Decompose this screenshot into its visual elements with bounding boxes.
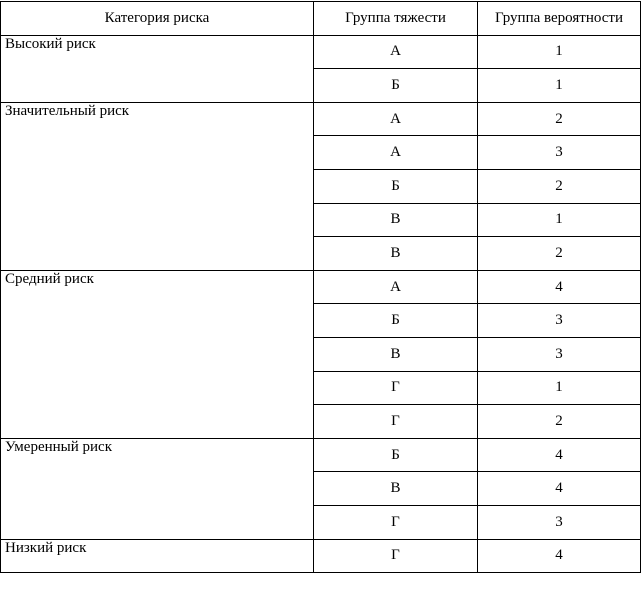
probability-group-cell: 2 (478, 237, 641, 271)
probability-group-cell: 3 (478, 505, 641, 539)
table-row (1, 438, 641, 472)
probability-group-cell: 2 (478, 102, 641, 136)
severity-group-cell: А (314, 102, 478, 136)
risk-category-cell: Высокий риск (1, 35, 314, 102)
probability-group-cell: 1 (478, 69, 641, 103)
table-row (1, 539, 641, 573)
severity-group-cell: В (314, 337, 478, 371)
risk-category-cell: Средний риск (1, 270, 314, 438)
probability-group-cell: 2 (478, 169, 641, 203)
severity-group-cell: Г (314, 539, 478, 573)
table-row (1, 35, 641, 69)
probability-group-cell: 4 (478, 438, 641, 472)
header-risk-category: Категория риска (1, 2, 314, 36)
probability-group-cell: 2 (478, 405, 641, 439)
probability-group-cell: 3 (478, 304, 641, 338)
risk-category-cell: Значительный риск (1, 102, 314, 270)
table-header-row (1, 2, 641, 36)
probability-group-cell: 4 (478, 539, 641, 573)
header-probability-group: Группа вероятности (478, 2, 641, 36)
severity-group-cell: Г (314, 371, 478, 405)
severity-group-cell: Г (314, 505, 478, 539)
severity-group-cell: В (314, 472, 478, 506)
severity-group-cell: Б (314, 69, 478, 103)
probability-group-cell: 3 (478, 136, 641, 170)
table-body (1, 35, 641, 573)
severity-group-cell: Г (314, 405, 478, 439)
severity-group-cell: В (314, 237, 478, 271)
severity-group-cell: А (314, 136, 478, 170)
probability-group-cell: 1 (478, 203, 641, 237)
probability-group-cell: 1 (478, 35, 641, 69)
risk-category-cell: Умеренный риск (1, 438, 314, 539)
probability-group-cell: 1 (478, 371, 641, 405)
severity-group-cell: А (314, 270, 478, 304)
severity-group-cell: А (314, 35, 478, 69)
table-row (1, 270, 641, 304)
severity-group-cell: Б (314, 169, 478, 203)
table-row (1, 102, 641, 136)
severity-group-cell: В (314, 203, 478, 237)
probability-group-cell: 4 (478, 270, 641, 304)
risk-category-table (0, 1, 641, 573)
header-severity-group: Группа тяжести (314, 2, 478, 36)
risk-category-cell: Низкий риск (1, 539, 314, 573)
probability-group-cell: 4 (478, 472, 641, 506)
severity-group-cell: Б (314, 304, 478, 338)
probability-group-cell: 3 (478, 337, 641, 371)
severity-group-cell: Б (314, 438, 478, 472)
